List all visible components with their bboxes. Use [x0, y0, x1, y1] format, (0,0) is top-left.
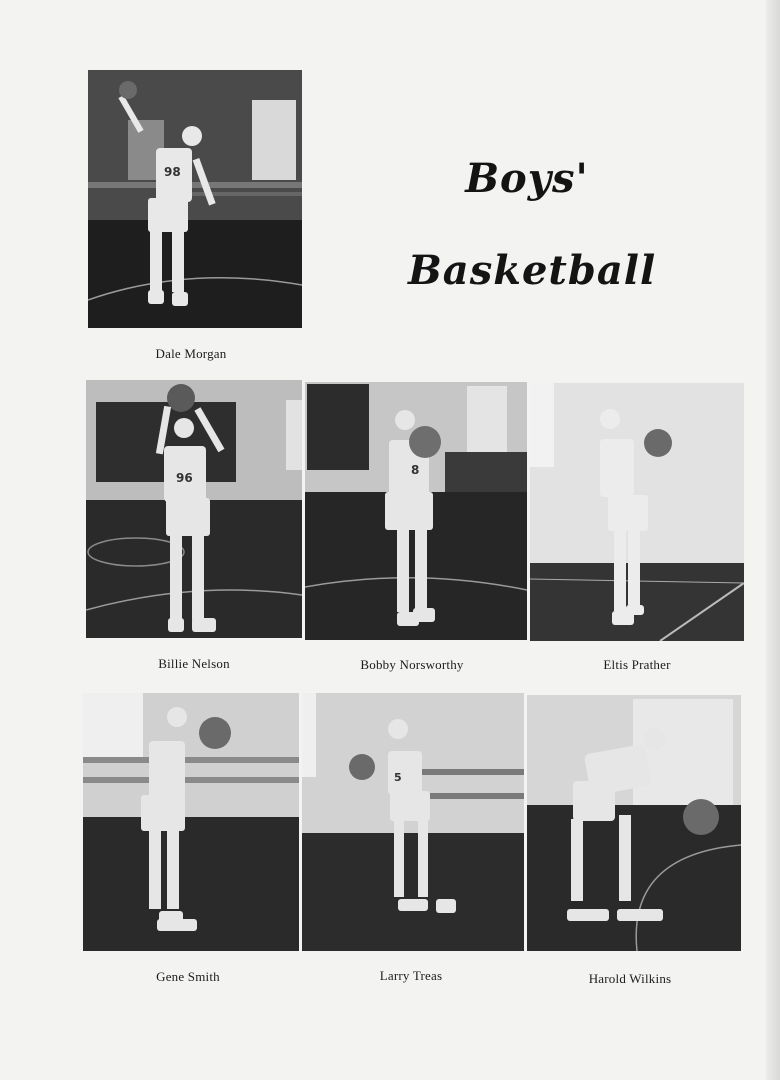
- caption-dale-morgan: Dale Morgan: [155, 346, 227, 361]
- jersey-number: 5: [394, 771, 402, 784]
- photo-larry-treas: [302, 693, 524, 951]
- photo-dale-morgan: [88, 70, 302, 328]
- caption-billie-nelson: Billie Nelson: [158, 656, 230, 671]
- photo-harold-wilkins: [527, 695, 741, 951]
- jersey-number: 98: [164, 165, 181, 179]
- jersey-number: 96: [176, 471, 193, 485]
- heading-basketball: Basketball: [408, 247, 657, 294]
- caption-eltis-prather: Eltis Prather: [603, 657, 671, 672]
- heading-boys: Boys': [465, 155, 589, 202]
- photo-gene-smith: [83, 693, 299, 951]
- photo-billie-nelson: [86, 380, 302, 638]
- photo-bobby-norsworthy: [305, 382, 527, 640]
- page-edge: [766, 0, 780, 1080]
- photo-eltis-prather: [530, 383, 744, 641]
- caption-larry-treas: Larry Treas: [379, 968, 443, 983]
- jersey-number: 8: [411, 463, 420, 477]
- caption-bobby-norsworthy: Bobby Norsworthy: [360, 657, 464, 672]
- caption-gene-smith: Gene Smith: [156, 969, 220, 984]
- caption-harold-wilkins: Harold Wilkins: [588, 971, 672, 986]
